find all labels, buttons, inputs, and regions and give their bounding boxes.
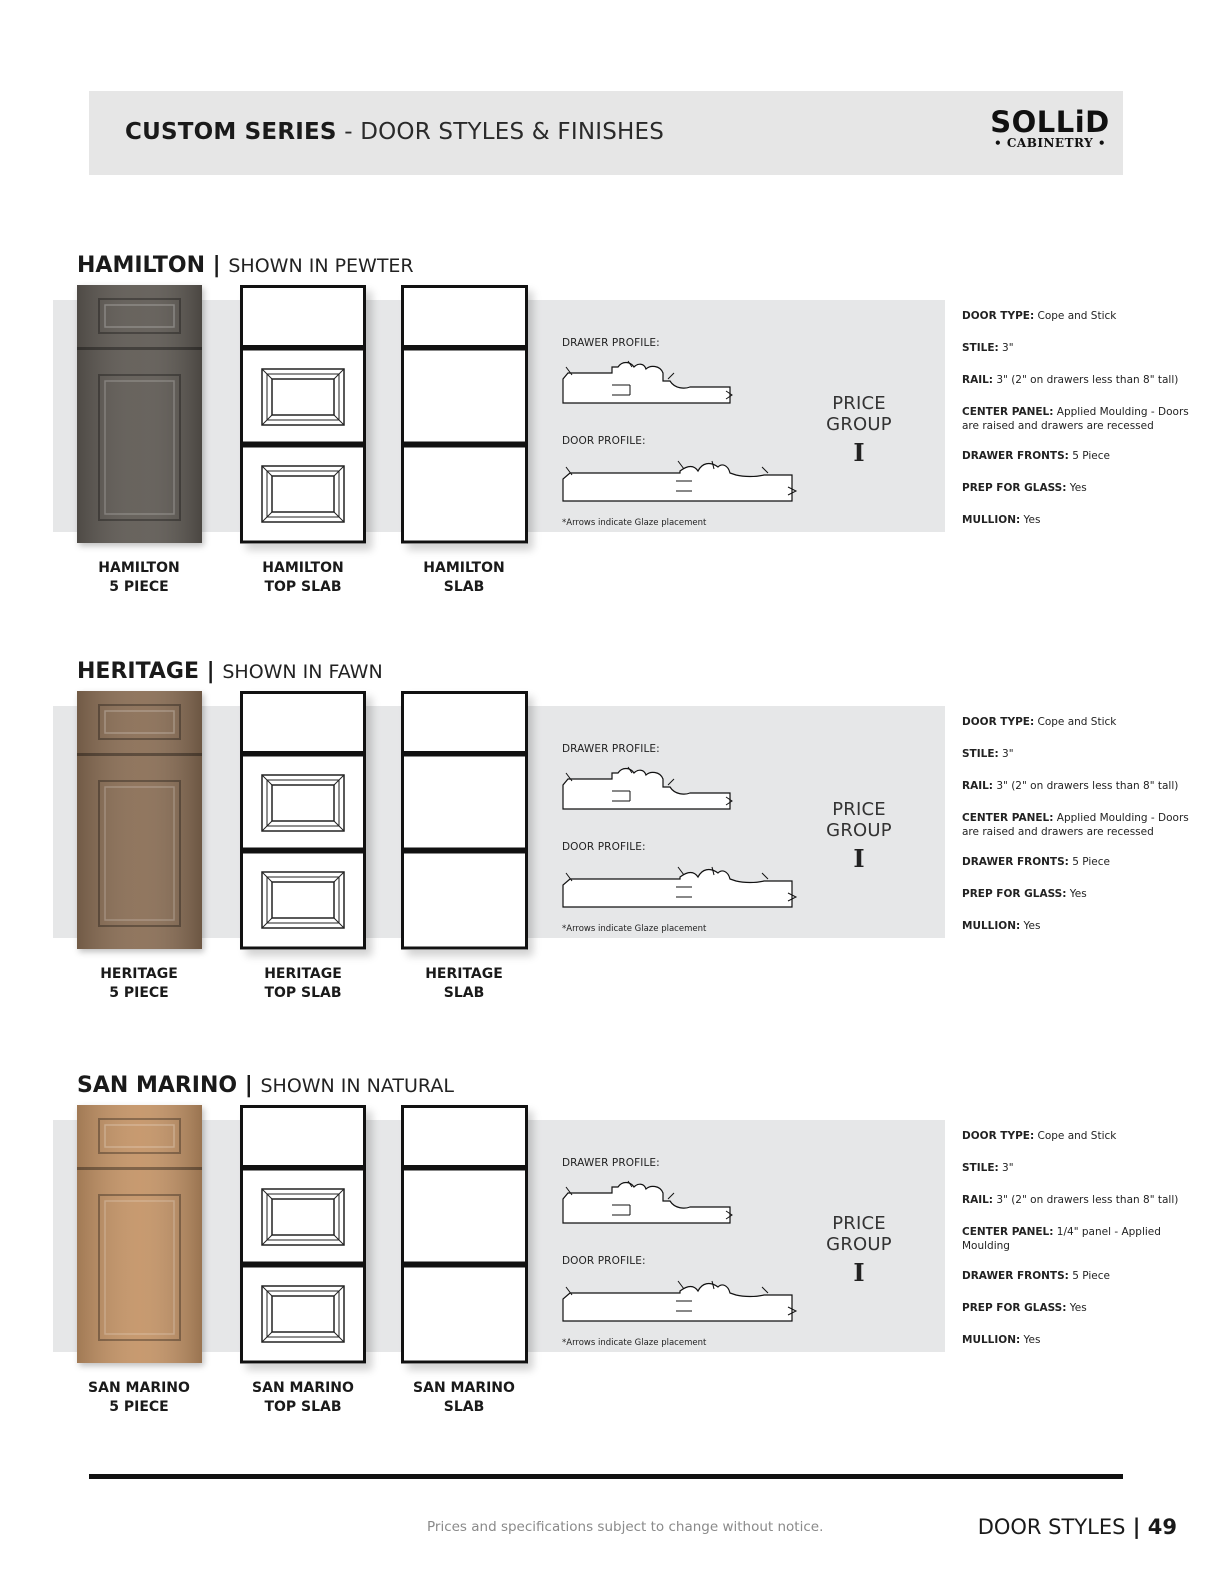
drawer-profile-label: DRAWER PROFILE: — [562, 1157, 660, 1169]
spec-value: Yes — [1069, 1302, 1087, 1314]
door-label-line: HERITAGE — [425, 966, 503, 982]
spec-value: 3" (2" on drawers less than 8" tall) — [996, 780, 1179, 792]
spec-label: DRAWER FRONTS: — [962, 856, 1069, 868]
spec-value: Yes — [1023, 1334, 1041, 1346]
style-heading: SAN MARINO | SHOWN IN NATURAL — [77, 1073, 454, 1098]
glaze-note: *Arrows indicate Glaze placement — [562, 924, 707, 934]
spec-value: 3" — [1002, 1162, 1014, 1174]
door-label-5-piece — [64, 559, 214, 597]
slab-door — [401, 1105, 527, 1364]
spec-label: STILE: — [962, 342, 999, 354]
door-profile-label: DOOR PROFILE: — [562, 1255, 646, 1267]
spec-label: PREP FOR GLASS: — [962, 1302, 1067, 1314]
spec-item — [962, 449, 1207, 463]
spec-label: RAIL: — [962, 1194, 994, 1206]
door-label-line: 5 PIECE — [109, 985, 169, 1001]
drawer-profile-label: DRAWER PROFILE: — [562, 743, 660, 755]
door-photo — [77, 1105, 202, 1363]
page-title — [125, 119, 664, 145]
style-heading: HAMILTON | SHOWN IN PEWTER — [77, 253, 414, 278]
spec-value: Cope and Stick — [1037, 716, 1117, 728]
spec-value: Yes — [1069, 888, 1087, 900]
drawer-profile-label: DRAWER PROFILE: — [562, 337, 660, 349]
door-label-line: TOP SLAB — [264, 1399, 342, 1415]
door-label-line: 5 PIECE — [109, 579, 169, 595]
footer-separator: | — [1125, 1515, 1148, 1539]
spec-label: RAIL: — [962, 780, 994, 792]
top-slab-door — [240, 691, 366, 950]
door-photo — [77, 285, 202, 543]
spec-label: DOOR TYPE: — [962, 310, 1035, 322]
door-label-line: HAMILTON — [98, 560, 180, 576]
door-label-line: SLAB — [443, 579, 485, 595]
door-profile-drawing — [560, 457, 805, 507]
series-name: CUSTOM SERIES — [125, 119, 337, 145]
slab-door — [401, 691, 527, 950]
door-label-line: HERITAGE — [100, 966, 178, 982]
door-label-line: TOP SLAB — [264, 985, 342, 1001]
door-label-line: SAN MARINO — [413, 1380, 515, 1396]
spec-value: 1/4" panel - Applied Moulding — [962, 1226, 1161, 1252]
door-label-line: HERITAGE — [264, 966, 342, 982]
spec-item — [962, 1129, 1207, 1143]
top-slab-drawing — [240, 1105, 366, 1364]
door-label-line: SLAB — [443, 985, 485, 1001]
spec-item — [962, 309, 1207, 323]
spec-value: Cope and Stick — [1037, 310, 1117, 322]
style-name: HERITAGE — [77, 659, 199, 684]
door-label-slab — [389, 559, 539, 597]
glaze-note: *Arrows indicate Glaze placement — [562, 1338, 707, 1348]
door-label-5-piece — [64, 965, 214, 1003]
spec-label: DOOR TYPE: — [962, 1130, 1035, 1142]
spec-label: STILE: — [962, 1162, 999, 1174]
door-label-top-slab — [228, 965, 378, 1003]
style-finish: SHOWN IN FAWN — [222, 661, 383, 683]
spec-item — [962, 887, 1207, 901]
page-subtitle: - DOOR STYLES & FINISHES — [336, 119, 665, 145]
door-label-slab — [389, 1379, 539, 1417]
door-label-5-piece — [64, 1379, 214, 1417]
price-group — [800, 799, 918, 873]
spec-label: PREP FOR GLASS: — [962, 482, 1067, 494]
door-style-section — [0, 1073, 1224, 1433]
spec-value: Yes — [1069, 482, 1087, 494]
footer-page-info — [978, 1515, 1177, 1539]
spec-item — [962, 1333, 1207, 1347]
door-label-slab — [389, 965, 539, 1003]
style-name: SAN MARINO — [77, 1073, 238, 1098]
price-group — [800, 393, 918, 467]
slab-drawing — [401, 285, 528, 544]
style-heading: HERITAGE | SHOWN IN FAWN — [77, 659, 383, 684]
spec-value: Applied Moulding - Doors are raised and drawers are recessed — [962, 812, 1189, 838]
spec-label: CENTER PANEL: — [962, 1226, 1054, 1238]
brand-logo — [987, 107, 1113, 150]
footer-rule — [89, 1474, 1123, 1479]
drawer-profile-drawing — [560, 765, 740, 815]
page-header — [89, 91, 1123, 175]
drawer-profile-drawing — [560, 359, 740, 409]
door-profile-drawing — [560, 863, 805, 913]
price-group-label: PRICE GROUP — [826, 799, 892, 841]
door-label-line: HAMILTON — [423, 560, 505, 576]
spec-value: 5 Piece — [1072, 450, 1110, 462]
spec-label: STILE: — [962, 748, 999, 760]
spec-value: 3" — [1002, 342, 1014, 354]
price-group-value: I — [853, 1258, 865, 1287]
top-slab-door — [240, 285, 366, 544]
door-photo-image — [77, 1105, 202, 1363]
spec-item — [962, 1301, 1207, 1315]
spec-item — [962, 855, 1207, 869]
footer-section-label: DOOR STYLES — [977, 1515, 1126, 1539]
price-group — [800, 1213, 918, 1287]
door-profile-label: DOOR PROFILE: — [562, 841, 646, 853]
slab-door — [401, 285, 527, 544]
spec-item — [962, 747, 1207, 761]
spec-value: 5 Piece — [1072, 856, 1110, 868]
price-group-label: PRICE GROUP — [826, 393, 892, 435]
spec-item — [962, 779, 1207, 793]
style-name: HAMILTON — [77, 253, 206, 278]
spec-item — [962, 1161, 1207, 1175]
door-style-section — [0, 659, 1224, 1019]
style-finish: SHOWN IN NATURAL — [260, 1075, 454, 1097]
spec-label: CENTER PANEL: — [962, 812, 1054, 824]
top-slab-drawing — [240, 691, 366, 950]
price-group-label: PRICE GROUP — [826, 1213, 892, 1255]
spec-label: DRAWER FRONTS: — [962, 450, 1069, 462]
door-label-top-slab — [228, 559, 378, 597]
door-label-line: 5 PIECE — [109, 1399, 169, 1415]
spec-label: DOOR TYPE: — [962, 716, 1035, 728]
door-label-line: HAMILTON — [262, 560, 344, 576]
spec-item — [962, 811, 1207, 839]
door-style-section — [0, 253, 1224, 613]
door-label-line: SLAB — [443, 1399, 485, 1415]
door-label-line: TOP SLAB — [264, 579, 342, 595]
door-photo-image — [77, 285, 202, 543]
spec-item — [962, 513, 1207, 527]
spec-item — [962, 1225, 1207, 1253]
logo-tagline: • CABINETRY • — [993, 136, 1107, 150]
price-group-value: I — [853, 844, 865, 873]
spec-label: CENTER PANEL: — [962, 406, 1054, 418]
spec-value: Yes — [1023, 920, 1041, 932]
spec-value: Cope and Stick — [1037, 1130, 1117, 1142]
spec-item — [962, 1269, 1207, 1283]
slab-drawing — [401, 691, 528, 950]
glaze-note: *Arrows indicate Glaze placement — [562, 518, 707, 528]
spec-label: PREP FOR GLASS: — [962, 888, 1067, 900]
spec-item — [962, 715, 1207, 729]
style-finish: SHOWN IN PEWTER — [228, 255, 414, 277]
spec-item — [962, 919, 1207, 933]
spec-value: 5 Piece — [1072, 1270, 1110, 1282]
spec-value: 3" — [1002, 748, 1014, 760]
spec-value: Applied Moulding - Doors are raised and drawers are recessed — [962, 406, 1189, 432]
drawer-profile-drawing — [560, 1179, 740, 1229]
footer-disclaimer: Prices and specifications subject to change without notice. — [427, 1519, 824, 1535]
door-label-top-slab — [228, 1379, 378, 1417]
page-number: 49 — [1147, 1515, 1177, 1539]
logo-wordmark: SOLLiD — [990, 105, 1110, 139]
door-photo — [77, 691, 202, 949]
spec-item — [962, 373, 1207, 387]
top-slab-drawing — [240, 285, 366, 544]
spec-value: Yes — [1023, 514, 1041, 526]
door-profile-label: DOOR PROFILE: — [562, 435, 646, 447]
spec-label: RAIL: — [962, 374, 994, 386]
spec-label: DRAWER FRONTS: — [962, 1270, 1069, 1282]
price-group-value: I — [853, 438, 865, 467]
spec-item — [962, 405, 1207, 433]
spec-item — [962, 341, 1207, 355]
door-photo-image — [77, 691, 202, 949]
door-profile-drawing — [560, 1277, 805, 1327]
spec-label: MULLION: — [962, 514, 1021, 526]
spec-label: MULLION: — [962, 1334, 1021, 1346]
spec-value: 3" (2" on drawers less than 8" tall) — [996, 374, 1179, 386]
spec-label: MULLION: — [962, 920, 1021, 932]
door-label-line: SAN MARINO — [252, 1380, 354, 1396]
spec-value: 3" (2" on drawers less than 8" tall) — [996, 1194, 1179, 1206]
spec-item — [962, 1193, 1207, 1207]
slab-drawing — [401, 1105, 528, 1364]
top-slab-door — [240, 1105, 366, 1364]
door-label-line: SAN MARINO — [88, 1380, 190, 1396]
spec-item — [962, 481, 1207, 495]
